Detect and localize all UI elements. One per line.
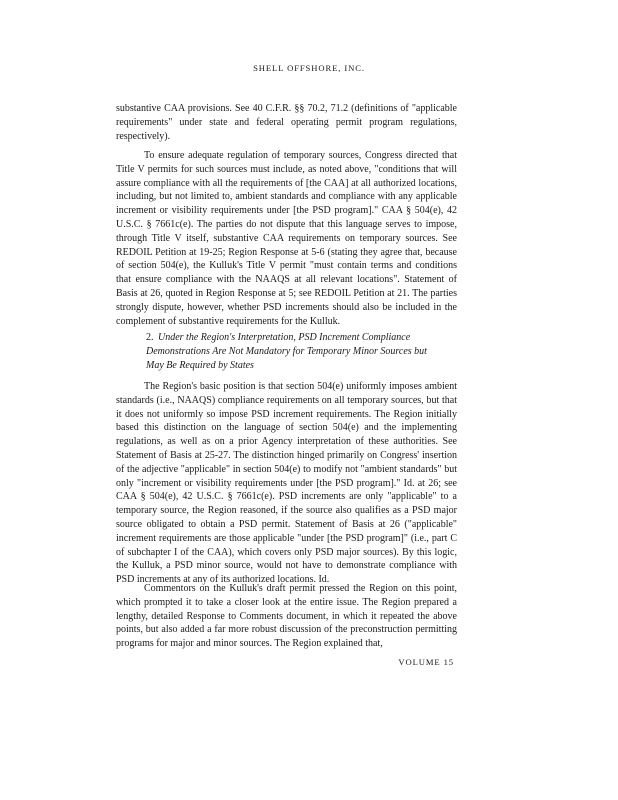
paragraph-4: Commentors on the Kulluk's draft permit pressed the Region on this point, which prompted it to take a closer look at the entire issue. The Region prepared a lengthy, detailed Response to Comments document, in which it repeated the above points, but also added a far more robust discussion of the preconstruction permitting programs for major and minor sources. The Region explained that, — [116, 583, 457, 650]
subheading-text: Under the Region's Interpretation, PSD Increment Compliance Demonstrations Are Not Mandatory for Temporary Minor Sources but May Be Required by States — [146, 332, 427, 371]
paragraph-temporary-sources — [116, 149, 457, 328]
subheading-number: 2. — [146, 332, 154, 343]
paragraph-2: To ensure adequate regulation of temporary sources, Congress directed that Title V permits for such sources must include, as noted above, "conditions that will assure compliance with all the requirements of [the CAA] at all authorized locations, including, but not limited to, ambient standards and compliance with any applicable increment or visibility requirements under [the PSD program]." CAA § 504(e), 42 U.S.C. § 7661c(e). The parties do not dispute that this language serves to impose, through Title V itself, substantive CAA requirements on temporary sources. See REDOIL Petition at 19-25; Region Response at 5-6 (stating they agree that, because of section 504(e), the Kulluk's Title V permit "must contain terms and conditions that ensure compliance with the NAAQS at all relevant locations". Statement of Basis at 26, quoted in Region Response at 5; see REDOIL Petition at 21. The parties strongly dispute, however, whether PSD increments should also be included in the complement of substantive requirements for the Kulluk. — [116, 150, 457, 327]
paragraph-1: substantive CAA provisions. See 40 C.F.R. §§ 70.2, 71.2 (definitions of "applicable requirements" under state and federal operating permit program regulations, respectively). — [116, 103, 457, 142]
paragraph-3: The Region's basic position is that section 504(e) uniformly imposes ambient standards (i.e., NAAQS) compliance requirements on all temporary sources, but that it does not uniformly so impose PSD increment requirements. The Region initially based this distinction on the language of section 504(e) and the implementing regulations, as well as on a prior Agency interpretation of these authorities. See Statement of Basis at 25-27. The distinction hinged primarily on Congress' insertion of the adjective "applicable" in section 504(e) to modify not "ambient standards" but only "increment or visibility requirements under [the PSD program]." Id. at 26; see CAA § 504(e), 42 U.S.C. § 7661c(e). PSD increments are only "applicable" to a temporary source, the Region reasoned, if the source also qualifies as a PSD major source obligated to obtain a PSD permit. Statement of Basis at 26 ("applicable" increment requirements are those applicable "under [the PSD program]" (i.e., part C of subchapter I of the CAA), which covers only PSD major sources). By this logic, the Kulluk, a PSD minor source, would not have to demonstrate compliance with PSD increments at any of its authorized locations. Id. — [116, 381, 457, 586]
paragraph-region-position — [116, 380, 457, 587]
page-number: VOLUME 15 — [398, 657, 454, 667]
paragraph-commentors — [116, 582, 457, 651]
section-subheading — [146, 331, 446, 372]
paragraph-continuation — [116, 102, 457, 143]
running-head: SHELL OFFSHORE, INC. — [253, 63, 365, 73]
